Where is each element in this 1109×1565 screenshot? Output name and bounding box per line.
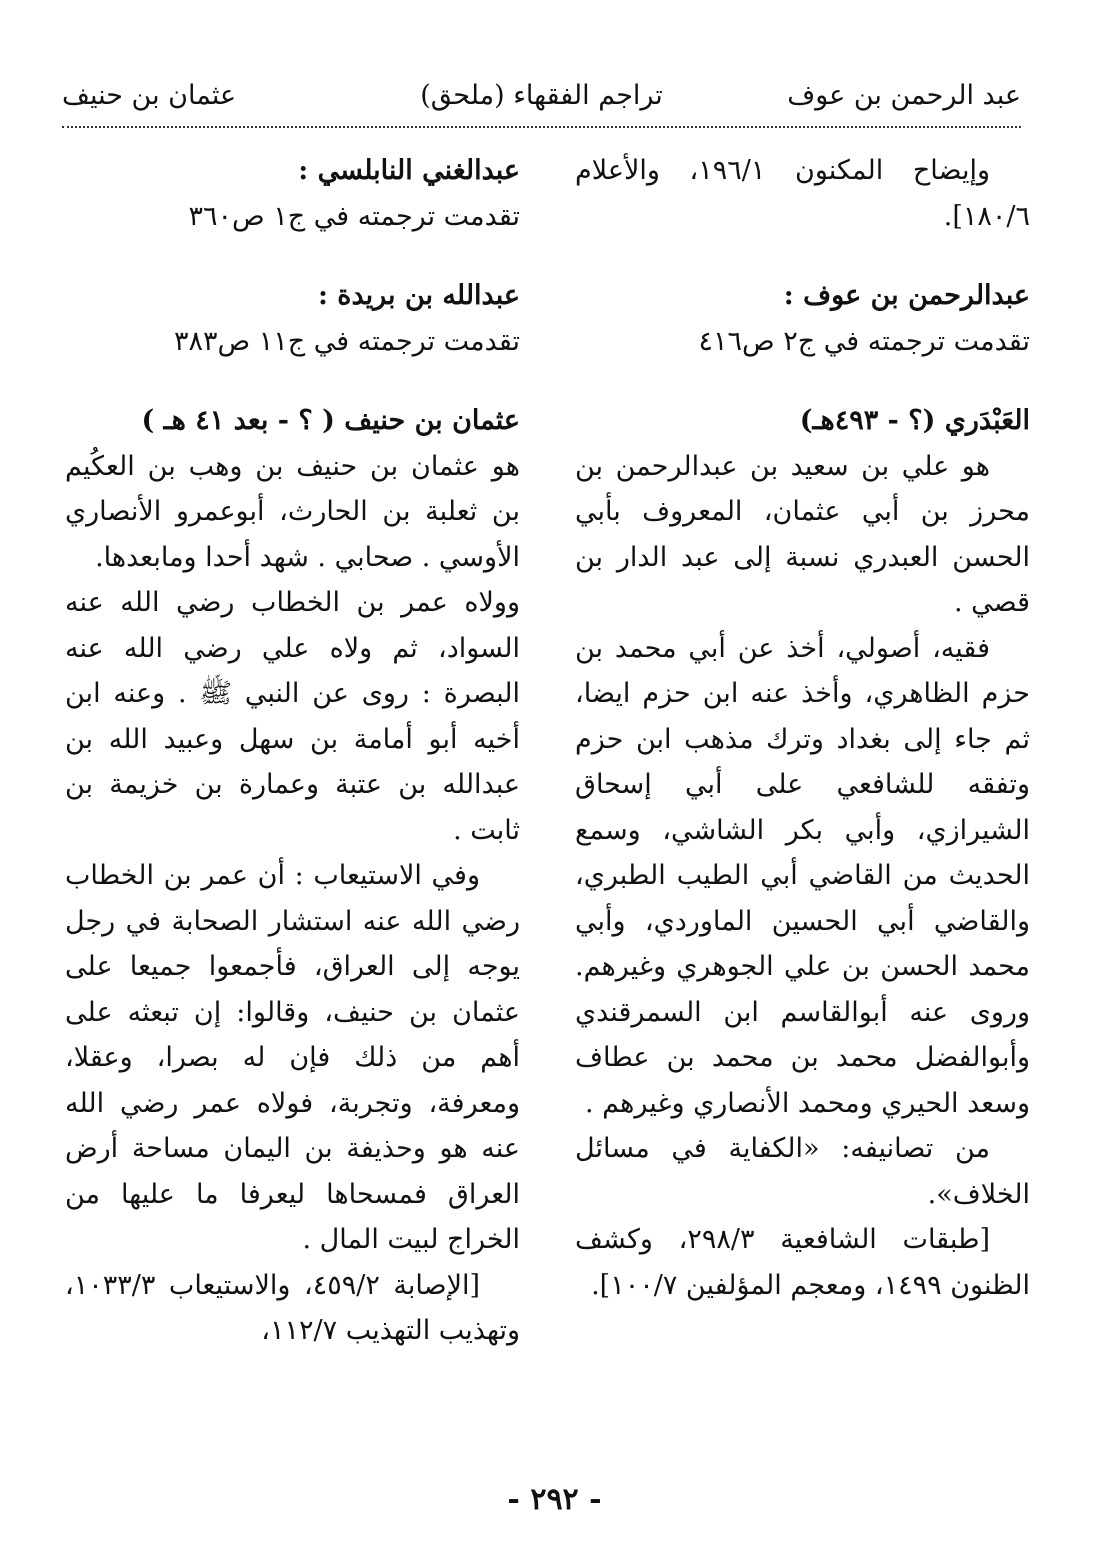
entry-paragraph: هو علي بن سعيد بن عبدالرحمن بن محرز بن أبي عثمان، المعروف بأبي الحسن العبدري نسبة إلى عبد الدار بن قصي . xyxy=(575,450,1030,618)
header-right-title: عبد الرحمن بن عوف xyxy=(787,80,1021,111)
entry-text: تقدمت ترجمته في ج١ ص٣٦٠ xyxy=(188,200,520,232)
page-header xyxy=(62,78,1021,128)
continuation-paragraph: وإيضاح المكنون ١٩٦/١، والأعلام ١٨٠/٦]. xyxy=(575,155,1030,232)
header-center-title: (ملحق) تراجم الفقهاء xyxy=(420,80,663,111)
entry-title: العَبْدَري (؟ - ٤٩٣هـ) xyxy=(799,405,1030,436)
right-column xyxy=(575,148,1030,1342)
page-number: - ٢٩٢ - xyxy=(507,1482,602,1517)
entry-paragraph: فقيه، أصولي، أخذ عن أبي محمد بن حزم الظاهري، وأخذ عنه ابن حزم ايضا، ثم جاء إلى بغداد وترك مذهب ابن حزم وتفقه للشافعي على أبي إسحاق الشيرازي، وأبي بكر الشاشي، وسمع الحديث من القاضي أبي الطيب الطبري، والقاضي أبي الحسين الماوردي، وأبي محمد الحسن بن علي الجوهري وغيرهم. وروى عنه أبوالقاسم ابن السمرقندي وأبوالفضل محمد بن محمد بن عطاف وسعد الحيري ومحمد الأنصاري وغيرهم . xyxy=(575,632,1030,1119)
entry-abdullah-bin-buraida xyxy=(65,273,520,364)
entry-text: تقدمت ترجمته في ج١١ ص٣٨٣ xyxy=(173,325,520,357)
entry-title: عبدالرحمن بن عوف : xyxy=(783,280,1030,311)
entry-references: [الإصابة ٤٥٩/٢، والاستيعاب ١٠٣٣/٣، وتهذيب التهذيب ١١٢/٧، xyxy=(65,1269,520,1346)
entry-text: تقدمت ترجمته في ج٢ ص٤١٦ xyxy=(698,325,1030,357)
entry-paragraph: هو عثمان بن حنيف بن وهب بن العكُيم بن ثعلبة بن الحارث، أبوعمرو الأنصاري الأوسي . صحابي . شهد أحدا ومابعدها. xyxy=(65,450,520,573)
entry-abdulghani-nabulsi xyxy=(65,148,520,239)
entry-title: عبدالله بن بريدة : xyxy=(317,280,520,311)
entry-paragraph: وولاه عمر بن الخطاب رضي الله عنه السواد، ثم ولاه علي رضي الله عنه البصرة : روى عن النبي ﷺ . وعنه ابن أخيه أبو أمامة بن سهل وعبيد الله بن عبدالله بن عتبة وعمارة بن خزيمة بن ثابت . xyxy=(65,587,520,846)
continuation-text xyxy=(575,148,1030,239)
header-left-title: عثمان بن حنيف xyxy=(62,80,237,111)
entry-title: عبدالغني النابلسي : xyxy=(298,155,520,186)
entry-al-abdari xyxy=(575,398,1030,1308)
left-column xyxy=(65,148,520,1388)
entry-paragraph: من تصانيفه: «الكفاية في مسائل الخلاف». xyxy=(575,1133,1030,1210)
entry-abdulrahman-bin-awf xyxy=(575,273,1030,364)
entry-uthman-bin-hunaif xyxy=(65,398,520,1354)
entry-paragraph: وفي الاستيعاب : أن عمر بن الخطاب رضي الله عنه استشار الصحابة في رجل يوجه إلى العراق، فأجمعوا جميعا على عثمان بن حنيف، وقالوا: إن تبعثه على أهم من ذلك فإن له بصرا، وعقلا، ومعرفة، وتجربة، فولاه عمر رضي الله عنه هو وحذيفة بن اليمان مساحة أرض العراق فمسحاها ليعرفا ما عليها من الخراج لبيت المال . xyxy=(65,860,520,1255)
entry-references: [طبقات الشافعية ٢٩٨/٣، وكشف الظنون ١٤٩٩، ومعجم المؤلفين ١٠٠/٧]. xyxy=(575,1224,1030,1301)
entry-title: عثمان بن حنيف ( ؟ - بعد ٤١ هـ ) xyxy=(141,405,520,436)
